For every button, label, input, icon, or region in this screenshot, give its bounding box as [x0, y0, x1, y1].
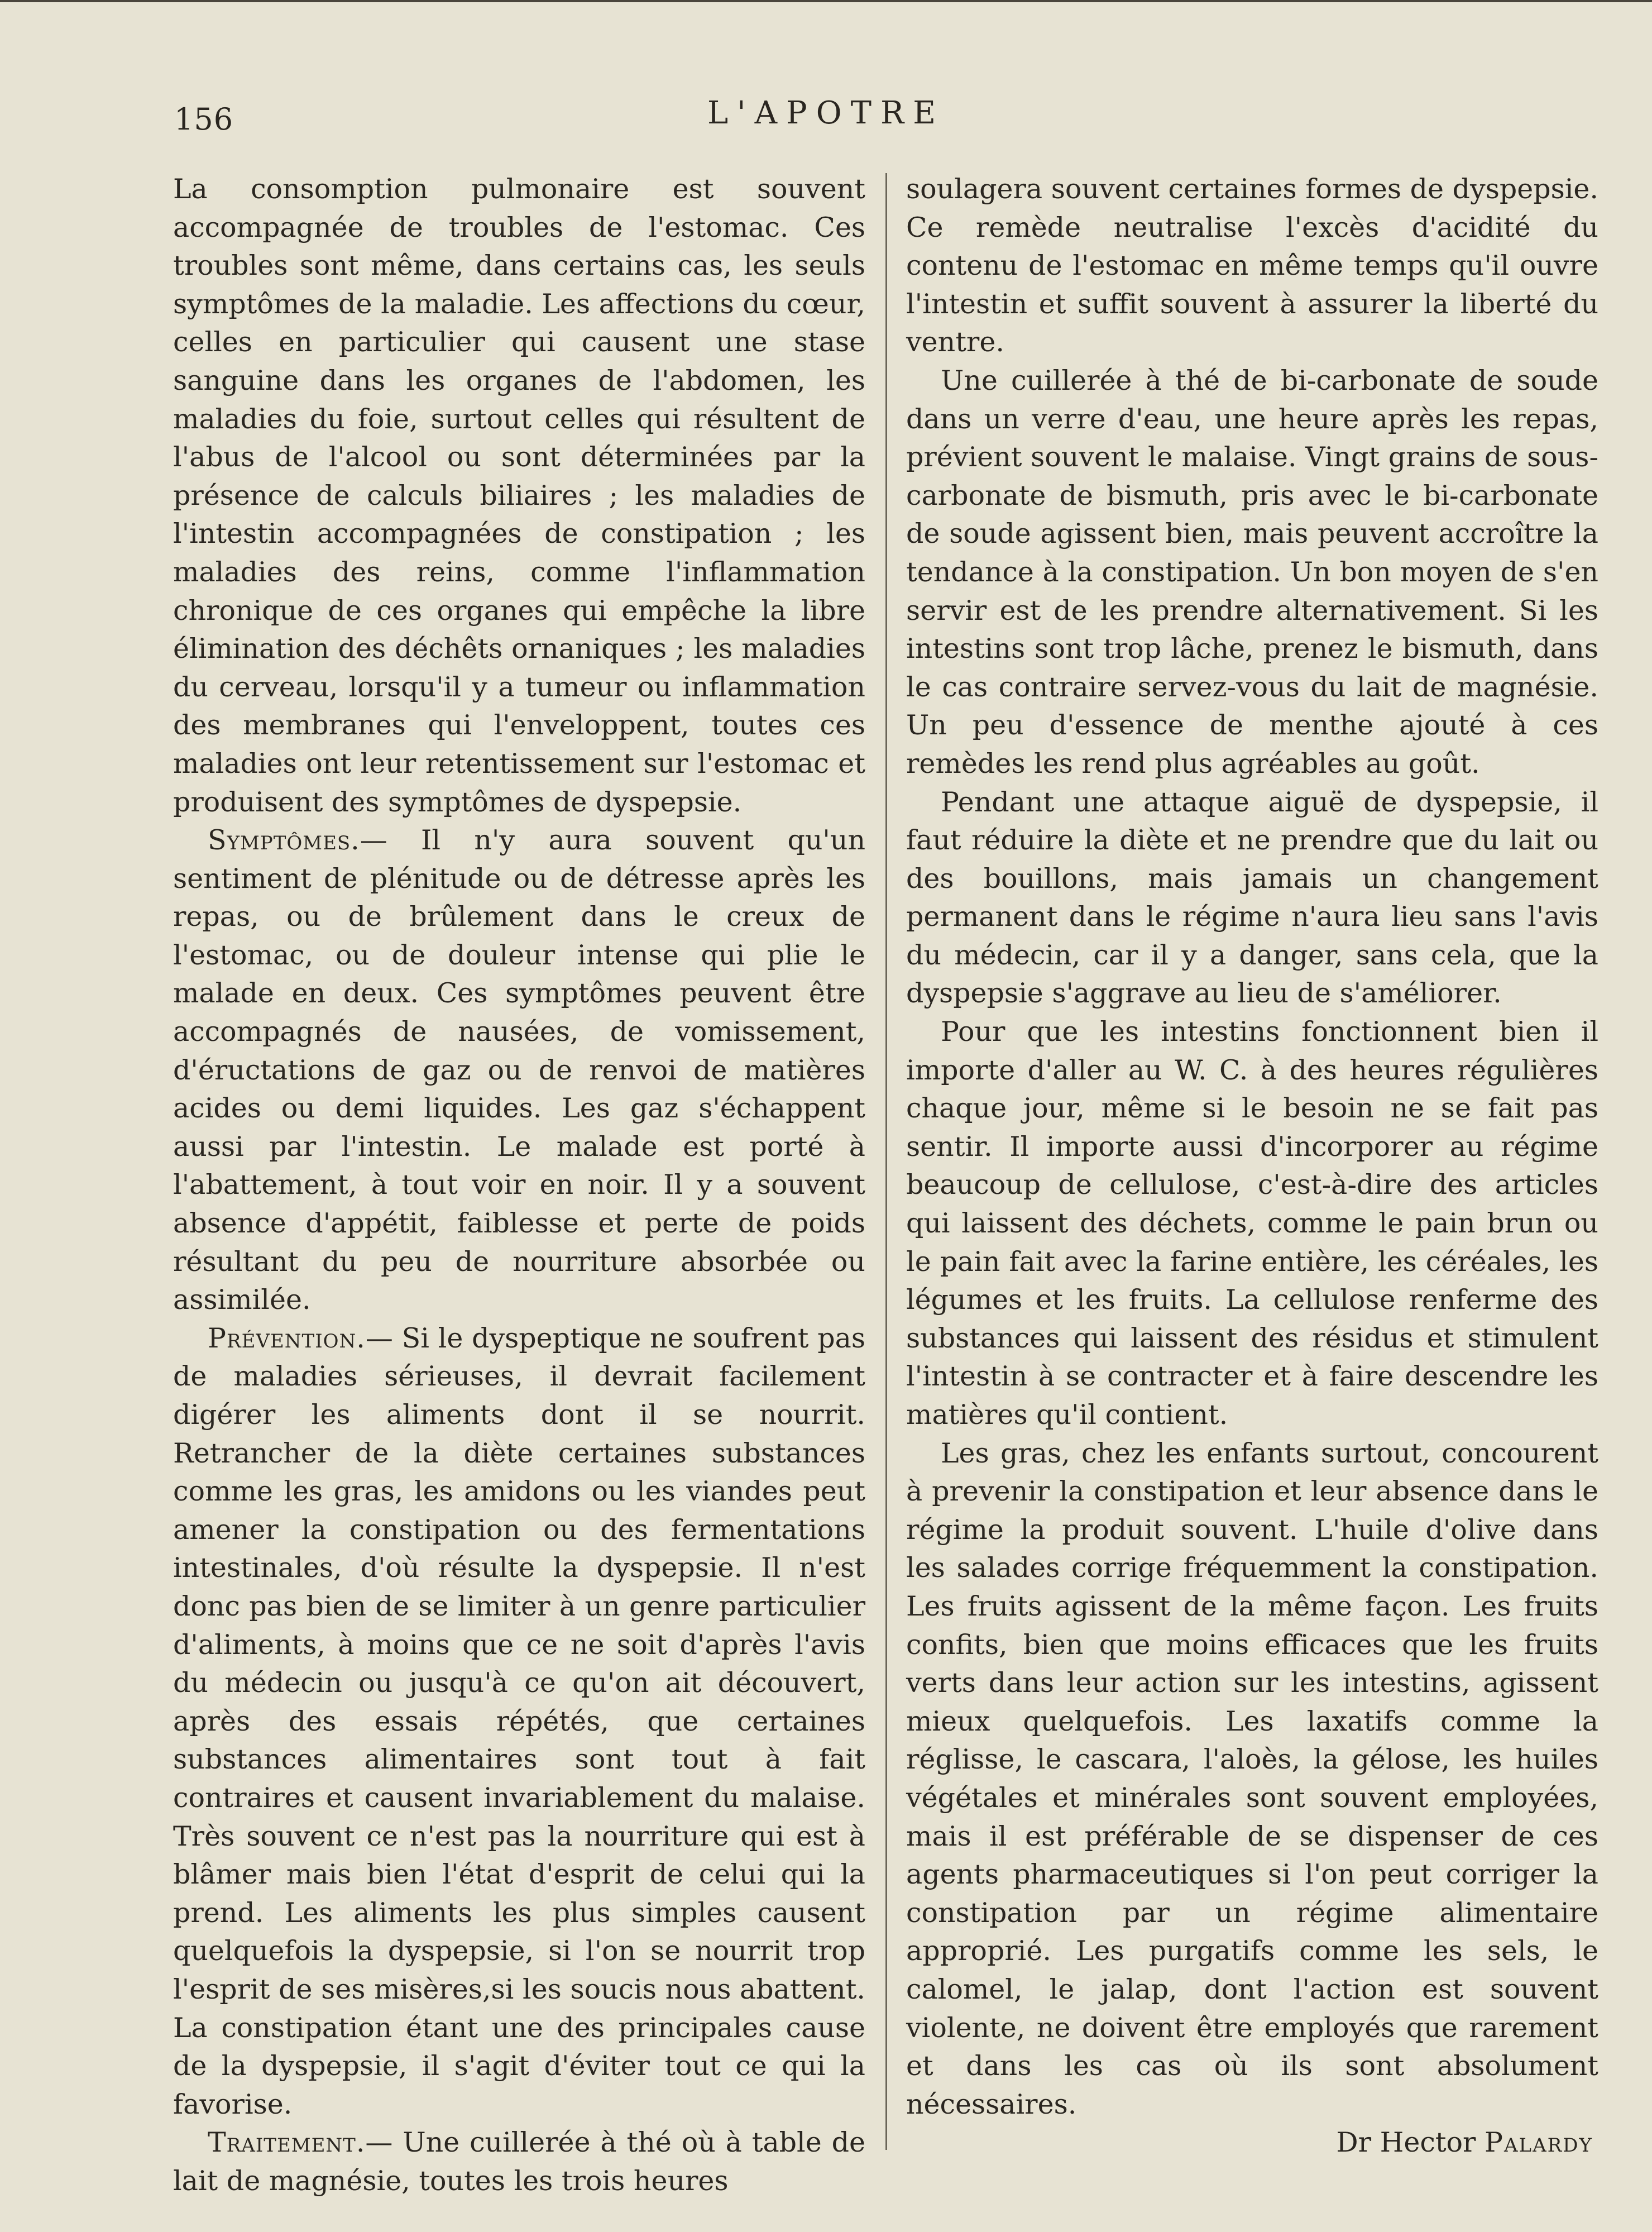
paragraph-bicarbonate: Une cuillerée à thé de bi-carbonate de soude dans un verre d'eau, une heure après les repas, prévient souvent le malaise. Vingt grains de sous-carbonate de bismuth, pris avec le bi-carbonate de soude agissent bien, mais peuvent accroître la tendance à la constipation. Un bon moyen de s'en servir est de les prendre alternativement. Si les intestins sont trop lâche, prenez le bismuth, dans le cas contraire servez-vous du lait de magnésie. Un peu d'essence de menthe ajouté à ces remèdes les rend plus agréables au goût.: [906, 364, 1598, 780]
signature-name: Palardy: [1485, 2126, 1593, 2159]
paragraph-symptomes: [173, 821, 865, 1320]
section-heading-traitement: Traitement.: [208, 2126, 366, 2159]
section-heading-symptomes: Symptômes.: [208, 824, 360, 857]
paragraph-intro: La consomption pulmonaire est souvent accompagnée de troubles de l'estomac. Ces troubles sont même, dans certains cas, les seuls symptômes de la maladie. Les affections du cœur, celles en particulier qui causent une stase sanguine dans les organes de l'abdomen, les maladies du foie, surtout celles qui résultent de l'abus de l'alcool ou sont déterminées par la présence de calculs biliaires ; les maladies de l'intestin accompagnées de constipation ; les maladies des reins, comme l'inflammation chronique de ces organes qui empêche la libre élimination des déchêts ornaniques ; les maladies du cerveau, lorsqu'il y a tumeur ou inflammation des membranes qui l'enveloppent, toutes ces maladies ont leur retentissement sur l'estomac et produisent des symptômes de dyspepsie.: [173, 173, 865, 818]
left-column: [173, 170, 865, 2200]
paragraph-attaque: Pendant une attaque aiguë de dyspepsie, il faut réduire la diète et ne prendre que du lait ou des bouillons, mais jamais un changement permanent dans le régime n'aura lieu sans l'avis du médecin, car il y a danger, sans cela, que la dyspepsie s'aggrave au lieu de s'améliorer.: [906, 786, 1598, 1010]
top-border-rule: [0, 0, 1652, 2]
paragraph-continuation: soulagera souvent certaines formes de dyspepsie. Ce remède neutralise l'excès d'acidité du contenu de l'estomac en même temps qu'il ouvre l'intestin et suffit souvent à assurer la liberté du ventre.: [906, 173, 1598, 359]
paragraph-gras: Les gras, chez les enfants surtout, concourent à prevenir la constipation et leur absence dans le régime la produit souvent. L'huile d'olive dans les salades corrige fréquemment la constipation. Les fruits agissent de la même façon. Les fruits confits, bien que moins efficaces que les fruits verts dans leur action sur les intestins, agissent mieux quelquefois. Les laxatifs comme la réglisse, le cascara, l'aloès, la gélose, les huiles végétales et minérales sont souvent employées, mais il est préférable de se dispenser de ces agents pharmaceutiques si l'on peut corriger la constipation par un régime alimentaire approprié. Les purgatifs comme les sels, le calomel, le jalap, dont l'action est souvent violente, ne doivent être employés que rarement et dans les cas où ils sont absolument nécessaires.: [906, 1437, 1598, 2120]
right-column: [906, 170, 1598, 2162]
paragraph-traitement-text: — Une cuillerée à thé où à table de lait de magnésie, toutes les trois heures: [173, 2126, 865, 2197]
paragraph-symptomes-text: — Il n'y aura souvent qu'un sentiment de plénitude ou de détresse après les repas, ou de brûlement dans le creux de l'estomac, ou de douleur intense qui plie le malade en deux. Ces symptômes peuvent être accompagnés de nausées, de vomissement, d'éructations de gaz ou de renvoi de matières acides ou demi liquides. Les gaz s'échappent aussi par l'intestin. Le malade est porté à l'abattement, à tout voir en noir. Il y a souvent absence d'appétit, faiblesse et perte de poids résultant du peu de nourriture absorbée ou assimilée.: [173, 824, 865, 1316]
column-divider: [885, 173, 887, 2150]
page-number: 156: [174, 102, 234, 137]
signature-prefix: Dr Hector: [1336, 2126, 1476, 2159]
paragraph-intestins: Pour que les intestins fonctionnent bien il importe d'aller au W. C. à des heures régulières chaque jour, même si le besoin ne se fait pas sentir. Il importe aussi d'incorporer au régime beaucoup de cellulose, c'est-à-dire des articles qui laissent des déchets, comme le pain brun ou le pain fait avec la farine entière, les céréales, les légumes et les fruits. La cellulose renferme des substances qui laissent des résidus et stimulent l'intestin à se contracter et à faire descendre les matières qu'il contient.: [906, 1016, 1598, 1431]
paragraph-prevention: [173, 1320, 865, 2124]
section-heading-prevention: Prévention.: [208, 1322, 366, 1354]
paragraph-traitement: [173, 2124, 865, 2200]
paragraph-prevention-text: — Si le dyspeptique ne soufrent pas de maladies sérieuses, il devrait facilement digérer les aliments dont il se nourrit. Retrancher de la diète certaines substances comme les gras, les amidons ou les viandes peut amener la constipation ou des fermentations intestinales, d'où résulte la dyspepsie. Il n'est donc pas bien de se limiter à un genre particulier d'aliments, à moins que ce ne soit d'après l'avis du médecin ou jusqu'à ce qu'on ait découvert, après des essais répétés, que certaines substances alimentaires sont tout à fait contraires et causent invariablement du malaise. Très souvent ce n'est pas la nourriture qui est à blâmer mais bien l'état d'esprit de celui qui la prend. Les aliments les plus simples causent quelquefois la dyspepsie, si l'on se nourrit trop l'esprit de ses misères,si les soucis nous abattent. La constipation étant une des principales cause de la dyspepsie, il s'agit d'éviter tout ce qui la favorise.: [173, 1322, 865, 2120]
author-signature: [906, 2124, 1598, 2162]
running-title: L'APOTRE: [707, 95, 945, 131]
